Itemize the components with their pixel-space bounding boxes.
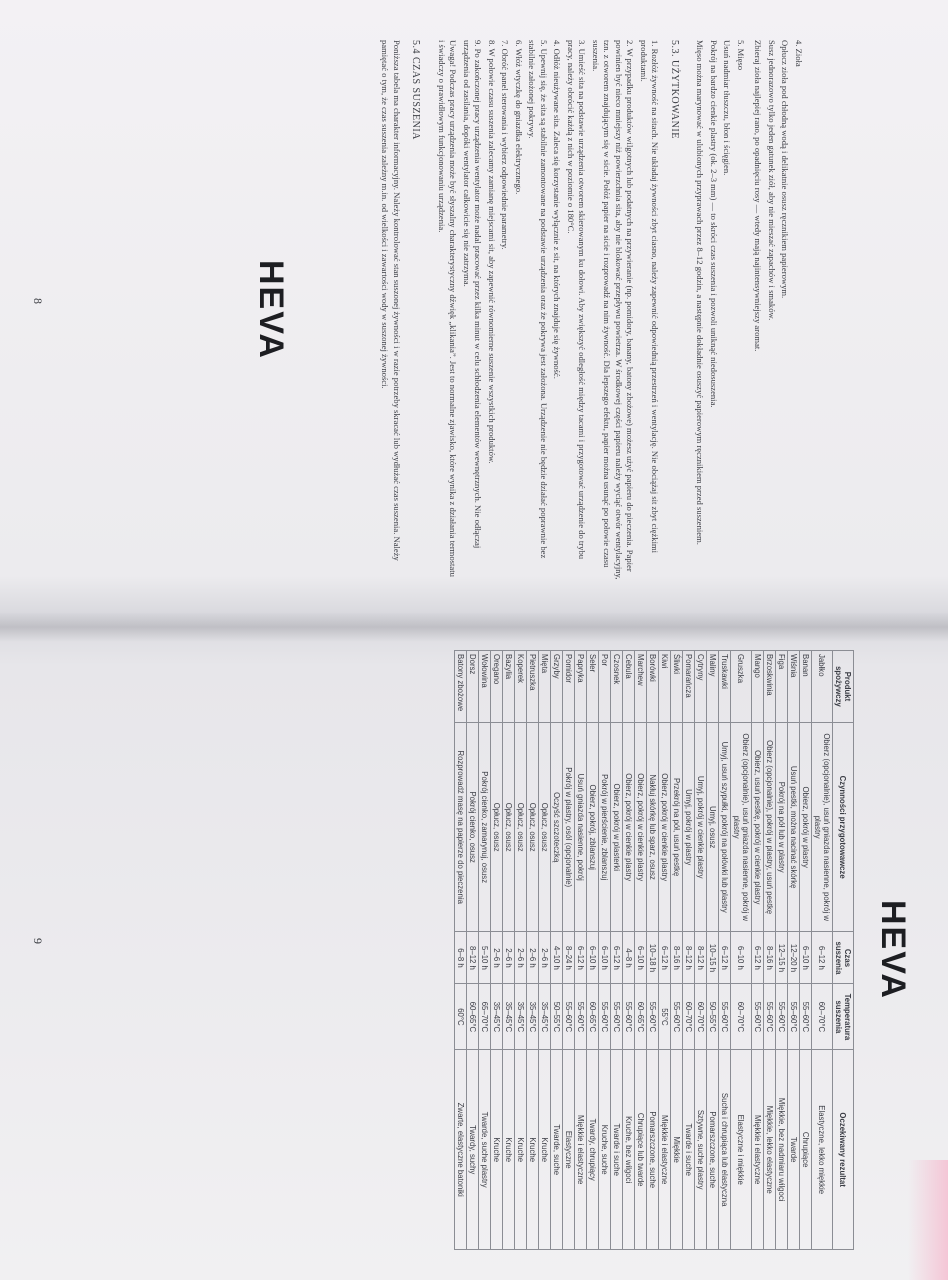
table-row xyxy=(599,651,611,1250)
table-cell: Dorsz xyxy=(467,651,479,723)
table-cell: Jabłko xyxy=(812,651,833,723)
paragraph: Mięso można marynować w ulubionych przyprawach przez 8–12 godzin, a następnie dokładnie osuszyć papierowym ręcznikiem przed suszeniem. xyxy=(695,40,706,545)
spine-shadow xyxy=(0,612,948,642)
table-cell: Elastyczne i miękkie xyxy=(731,1050,752,1250)
table-cell: 6–10 h xyxy=(731,932,752,984)
table-cell: Twarde i suche xyxy=(683,1050,695,1250)
table-cell: 6–10 h xyxy=(587,932,599,984)
table-cell: 55–60°C xyxy=(563,984,575,1050)
paragraph: Opłucz zioła pod chłodną wodą i delikatnie osusz ręcznikiem papierowym. xyxy=(780,40,791,299)
table-cell: 60°C xyxy=(455,984,467,1050)
table-cell: 50–55°C xyxy=(707,984,719,1050)
table-cell: 35–45°C xyxy=(515,984,527,1050)
table-cell: Pokrój w pierścienie, zblanszuj xyxy=(599,722,611,932)
table-cell: 55–60°C xyxy=(800,984,812,1050)
table-cell: Koperek xyxy=(515,651,527,723)
table-row xyxy=(467,651,479,1250)
table-cell: 2–6 h xyxy=(503,932,515,984)
subsection-title: 4. Zioła xyxy=(794,40,804,67)
table-cell: Chrupiące xyxy=(800,1050,812,1250)
table-cell: 10–15 h xyxy=(707,932,719,984)
table-cell: 2–6 h xyxy=(527,932,539,984)
table-row xyxy=(788,651,800,1250)
table-cell: 55–60°C xyxy=(647,984,659,1050)
table-row xyxy=(611,651,623,1250)
table-cell: 60–65°C xyxy=(635,984,647,1050)
table-cell: Gruszka xyxy=(731,651,752,723)
table-cell: 60–70°C xyxy=(812,984,833,1050)
table-cell: Oregano xyxy=(491,651,503,723)
table-cell: Czosnek xyxy=(611,651,623,723)
table-row xyxy=(776,651,788,1250)
table-cell: Obierz, pokrój w plastry xyxy=(800,722,812,932)
table-cell: Obierz, pokrój w cienkie plastry xyxy=(623,722,635,932)
table-row xyxy=(719,651,731,1250)
table-row xyxy=(563,651,575,1250)
table-row xyxy=(812,651,833,1250)
table-cell: Opłucz, osusz xyxy=(503,722,515,932)
table-cell: 65–70°C xyxy=(479,984,491,1050)
table-row xyxy=(491,651,503,1250)
table-cell: Kruche xyxy=(491,1050,503,1250)
table-cell: 55–60°C xyxy=(575,984,587,1050)
table-cell: 35–45°C xyxy=(503,984,515,1050)
table-cell: Bazylia xyxy=(503,651,515,723)
table-cell: Papryka xyxy=(575,651,587,723)
table-row xyxy=(503,651,515,1250)
table-row xyxy=(764,651,776,1250)
table-cell: Kruche, suche xyxy=(599,1050,611,1250)
table-cell: Miękkie i elastyczne xyxy=(752,1050,764,1250)
table-cell: 35–45°C xyxy=(539,984,551,1050)
table-row xyxy=(527,651,539,1250)
paragraph: 9. Po zakończonej pracy urządzenia wentylator może nadal pracować przez kilka minut w celu schłodzenia elementów wewnętrznych. Nie odłączaj urządzenia od zasilania, dopóki wentylator całkowicie się nie zatrzyma. xyxy=(462,40,484,549)
table-row xyxy=(647,651,659,1250)
paragraph: 8. W połowie czasu suszenia zalecamy zamianę miejscami sit, aby zapewnić równomierne suszenie wszystkich produktów. xyxy=(487,40,497,464)
table-cell: Marchew xyxy=(635,651,647,723)
table-row xyxy=(539,651,551,1250)
paragraph: Susz jednorazowo tylko jeden gatunek ziół, aby nie mieszać zapachów i smaków. xyxy=(767,40,777,321)
paragraph: 4. Odłóż nieużywane sita. Zaleca się korzystanie wyłącznie z sit, na których znajduje się żywność. xyxy=(552,40,563,379)
table-cell: Obierz (opcjonalnie), usuń gniazda nasienne, pokrój w plastry xyxy=(731,722,752,932)
drying-time-table xyxy=(454,650,854,1250)
table-cell: Twardy, suchy xyxy=(467,1050,479,1250)
table-cell: Nakłuj skórkę lub sparz, osusz xyxy=(647,722,659,932)
table-cell: Kruche xyxy=(527,1050,539,1250)
table-cell: Truskawki xyxy=(719,651,731,723)
paragraph: Pokrój na bardzo cienkie plastry (ok. 2–3 mm) — to skróci czas suszenia i pozwoli uniknąć niedosuszenia. xyxy=(709,40,719,408)
table-header-cell: Czas suszenia xyxy=(833,932,854,984)
table-cell: Banan xyxy=(800,651,812,723)
table-cell: Obierz (opcjonalnie), pokrój w plastry, usuń pestkę xyxy=(764,722,776,932)
table-cell: Przekrój na pół, usuń pestkę xyxy=(671,722,683,932)
table-cell: 55–60°C xyxy=(776,984,788,1050)
table-cell: Miękkie i elastyczne xyxy=(575,1050,587,1250)
page-left xyxy=(30,0,930,610)
table-cell: Obierz, pokrój w cienkie plastry xyxy=(659,722,671,932)
table-cell: Kruche xyxy=(539,1050,551,1250)
table-row xyxy=(455,651,467,1250)
table-cell: 8–12 h xyxy=(695,932,707,984)
table-cell: Twarde, suche xyxy=(551,1050,563,1250)
table-cell: Obierz (opcjonalnie), usuń gniazda nasienne, pokrój w plastry xyxy=(812,722,833,932)
table-cell: Pokrój cienko, osusz xyxy=(467,722,479,932)
table-row xyxy=(635,651,647,1250)
table-header-cell: Oczekiwany rezultat xyxy=(833,1050,854,1250)
table-cell: Twarde i suche xyxy=(611,1050,623,1250)
table-cell: 6–10 h xyxy=(800,932,812,984)
table-cell: Umyj, pokrój w plastry xyxy=(683,722,695,932)
table-cell: 6–8 h xyxy=(455,932,467,984)
table-cell: Opłucz, osusz xyxy=(491,722,503,932)
table-cell: Pokrój na pół lub w plastry xyxy=(776,722,788,932)
table-cell: Twarde xyxy=(788,1050,800,1250)
table-cell: Miękkie, lekko elastyczne xyxy=(764,1050,776,1250)
table-cell: 55–60°C xyxy=(719,984,731,1050)
table-cell: Zwarte, elastyczne batoniki xyxy=(455,1050,467,1250)
table-row xyxy=(683,651,695,1250)
table-cell: Batony zbożowe xyxy=(455,651,467,723)
table-row xyxy=(623,651,635,1250)
paragraph: 1. Rozłóż żywność na sitach. Nie układaj żywności zbyt ciasno, należy zapewnić odpowiednią przestrzeń i wentylację. Nie obciążaj sit zbyt ciężkimi produktami. xyxy=(639,40,661,554)
table-cell: Umyj, osusz xyxy=(707,722,719,932)
table-cell: 6–10 h xyxy=(635,932,647,984)
table-cell: Obierz, pokrój w cienkie plastry xyxy=(635,722,647,932)
table-cell: 6–12 h xyxy=(812,932,833,984)
paragraph: 7. Obróć panel sterowania i wybierz odpowiednie parametry. xyxy=(500,40,511,250)
table-cell: Twardy, chrupiący xyxy=(587,1050,599,1250)
table-row xyxy=(575,651,587,1250)
table-cell: Rozprowadź masę na papierze do pieczenia xyxy=(455,722,467,932)
table-cell: 5–10 h xyxy=(479,932,491,984)
table-row xyxy=(800,651,812,1250)
table-cell: 2–6 h xyxy=(539,932,551,984)
table-cell: 55–60°C xyxy=(788,984,800,1050)
table-cell: Figa xyxy=(776,651,788,723)
table-cell: Pietruszka xyxy=(527,651,539,723)
table-cell: Chrupiące lub twarde xyxy=(635,1050,647,1250)
table-cell: Grzyby xyxy=(551,651,563,723)
table-cell: 55–60°C xyxy=(599,984,611,1050)
table-row xyxy=(707,651,719,1250)
table-cell: Kruche, bez wilgoci xyxy=(623,1050,635,1250)
table-cell: Maliny xyxy=(707,651,719,723)
table-cell: Usuń gniazda nasienne, pokrój xyxy=(575,722,587,932)
table-cell: Miękkie xyxy=(671,1050,683,1250)
table-cell: 6–12 h xyxy=(719,932,731,984)
table-cell: Seler xyxy=(587,651,599,723)
paragraph: Poniższa tabela ma charakter informacyjny. Należy kontrolować stan suszonej żywności i w razie potrzeby skracać lub wydłużać czas suszenia. Należy pamiętać o tym, że czas suszenia zależny m.in. od wielkości i zawartości wody w suszonej żywności. xyxy=(380,40,402,561)
brand-logo: HEVA xyxy=(252,260,290,360)
table-header-cell: Produkt spożywczy xyxy=(833,651,854,723)
table-cell: Kruche xyxy=(503,1050,515,1250)
table-cell: 6–12 h xyxy=(575,932,587,984)
table-row xyxy=(731,651,752,1250)
table-cell: 55–60°C xyxy=(671,984,683,1050)
table-cell: 12–15 h xyxy=(776,932,788,984)
paragraph: 5. Upewnij się, że sita są stabilnie zamontowane na podstawie urządzenia oraz że pokrywa jest założona. Urządzenie nie będzie działać poprawnie bez stabilnie założonej pokrywy. xyxy=(527,40,549,559)
table-cell: 35–45°C xyxy=(491,984,503,1050)
page-number: 8 xyxy=(31,298,45,304)
table-cell: Mięta xyxy=(539,651,551,723)
table-cell: Borówki xyxy=(647,651,659,723)
table-cell: Opłucz, osusz xyxy=(515,722,527,932)
table-cell: Pomarszczone, suche xyxy=(707,1050,719,1250)
table-row xyxy=(479,651,491,1250)
subsection-title: 5. Mięso xyxy=(736,40,746,71)
table-cell: 2–6 h xyxy=(491,932,503,984)
instructions-text xyxy=(377,40,810,580)
paragraph: 3. Umieść sita na podstawie urządzenia otworem skierowanym ku dołowi. Aby zwiększyć odległość między tacami i przygotować urządzenie do trybu pracy, należy obrócić każdą z nich w poziomie o 180°C. xyxy=(566,40,588,560)
table-cell: 8–24 h xyxy=(563,932,575,984)
table-cell: Oczyść szczoteczką xyxy=(551,722,563,932)
section-heading: 5.4 CZAS SUSZENIA xyxy=(410,40,422,140)
table-cell: 8–12 h xyxy=(467,932,479,984)
table-cell: Umyj, pokrój w cienkie plastry xyxy=(695,722,707,932)
table-cell: 60–70°C xyxy=(731,984,752,1050)
table-cell: Śliwki xyxy=(671,651,683,723)
table-cell: Cytryny xyxy=(695,651,707,723)
table-row xyxy=(695,651,707,1250)
table-cell: Obierz, usuń pestkę, pokrój w cienkie plastry xyxy=(752,722,764,932)
table-cell: 60–70°C xyxy=(683,984,695,1050)
table-row xyxy=(587,651,599,1250)
paragraph: Zbieraj zioła najlepiej rano, po opadnięciu rosy — wtedy mają najintensywniejszy aromat. xyxy=(753,40,764,352)
table-cell: Umyj, usuń szypułki, pokrój na połówki lub plastry xyxy=(719,722,731,932)
table-cell: Pomidor xyxy=(563,651,575,723)
table-cell: Usuń pestki, można nacinać skórkę xyxy=(788,722,800,932)
table-cell: 60–65°C xyxy=(467,984,479,1050)
table-cell: Cebula xyxy=(623,651,635,723)
table-cell: Pomarańcza xyxy=(683,651,695,723)
table-cell: 35–45°C xyxy=(527,984,539,1050)
paragraph: Uwaga! Podczas pracy urządzenia może być słyszalny charakterystyczny dźwięk „klikania”. Jest to normalne zjawisko, które wynika z działania termostatu i świadczy o prawidłowym funkcjonowaniu urządzenia. xyxy=(437,40,459,577)
table-cell: 50–55°C xyxy=(551,984,563,1050)
table-cell: 8–16 h xyxy=(671,932,683,984)
table-header-row xyxy=(833,651,854,1250)
table-cell: 55–60°C xyxy=(623,984,635,1050)
table-cell: 12–20 h xyxy=(788,932,800,984)
table-cell: Opłucz, osusz xyxy=(527,722,539,932)
table-cell: 55–60°C xyxy=(764,984,776,1050)
table-cell: 4–8 h xyxy=(623,932,635,984)
table-body xyxy=(455,651,833,1250)
table-cell: 10–18 h xyxy=(647,932,659,984)
table-header-cell: Temperatura suszenia xyxy=(833,984,854,1050)
table-cell: 6–12 h xyxy=(752,932,764,984)
table-cell: Pokrój w plastry, osól (opcjonalnie) xyxy=(563,722,575,932)
table-cell: Kruche xyxy=(515,1050,527,1250)
page-number: 9 xyxy=(31,938,45,944)
table-cell: Opłucz, osusz xyxy=(539,722,551,932)
table-row xyxy=(671,651,683,1250)
table-cell: 55–60°C xyxy=(611,984,623,1050)
table-cell: Miękkie i elastyczne xyxy=(659,1050,671,1250)
table-row xyxy=(551,651,563,1250)
table-cell: Por xyxy=(599,651,611,723)
table-cell: Pokrój cienko, zamarynuj, osusz xyxy=(479,722,491,932)
paragraph: 2. W przypadku produktów wilgotnych lub podatnych na przywieranie (np. pomidory, banany, batony zbożowe) możesz użyć papieru do pieczenia. Papier powinien być nieco mniejszy niż powierzchnia sita, aby nie blokować przepływu powietrza. W środkowej części papieru należy wyciąć otwór wentylacyjny, tzn. z otworem znajdującym się w sicie. Połóż papier na sicie i rozprowadź na nim żywność. Dla lepszego efektu, papier można usunąć po połowie czasu suszenia. xyxy=(591,40,636,580)
table-cell: Kiwi xyxy=(659,651,671,723)
table-cell: Mango xyxy=(752,651,764,723)
table-cell: 60–65°C xyxy=(587,984,599,1050)
section-heading: 5.3. UŻYTKOWANIE xyxy=(669,40,680,139)
table-cell: Elastyczne xyxy=(563,1050,575,1250)
table-cell: Obierz, pokrój, zblanszuj xyxy=(587,722,599,932)
paragraph: Usuń nadmiar tłuszczu, błon i ścięgien. xyxy=(722,40,733,176)
brand-logo: HEVA xyxy=(874,900,912,1000)
table-cell: Wołowina xyxy=(479,651,491,723)
table-cell: 6–12 h xyxy=(611,932,623,984)
table-cell: Sztywne, suche plastry xyxy=(695,1050,707,1250)
table-row xyxy=(515,651,527,1250)
table-cell: 55°C xyxy=(659,984,671,1050)
paragraph: 6. Włóż wtyczkę do gniazdka elektrycznego. xyxy=(514,40,524,195)
table-cell: Sucha i chrupiąca lub elastyczna xyxy=(719,1050,731,1250)
table-row xyxy=(659,651,671,1250)
table-cell: 60–70°C xyxy=(695,984,707,1050)
table-cell: 8–16 h xyxy=(764,932,776,984)
table-cell: Brzoskwinia xyxy=(764,651,776,723)
table-cell: Twarde, suche plastry xyxy=(479,1050,491,1250)
table-cell: Pomarszczone, suche xyxy=(647,1050,659,1250)
table-cell: 2–6 h xyxy=(515,932,527,984)
table-header-cell: Czynności przygotowawcze xyxy=(833,722,854,932)
table-cell: Wiśnia xyxy=(788,651,800,723)
table-cell: Obierz, pokrój w plasterki xyxy=(611,722,623,932)
table-cell: 4–10 h xyxy=(551,932,563,984)
page-right xyxy=(30,640,930,1280)
table-row xyxy=(752,651,764,1250)
table-cell: Elastyczne, lekko miękkie xyxy=(812,1050,833,1250)
table-cell: 8–12 h xyxy=(683,932,695,984)
table-cell: 55–60°C xyxy=(752,984,764,1050)
table-cell: 6–12 h xyxy=(659,932,671,984)
table-cell: 6–10 h xyxy=(599,932,611,984)
table-cell: Miękkie, bez nadmiaru wilgoci xyxy=(776,1050,788,1250)
